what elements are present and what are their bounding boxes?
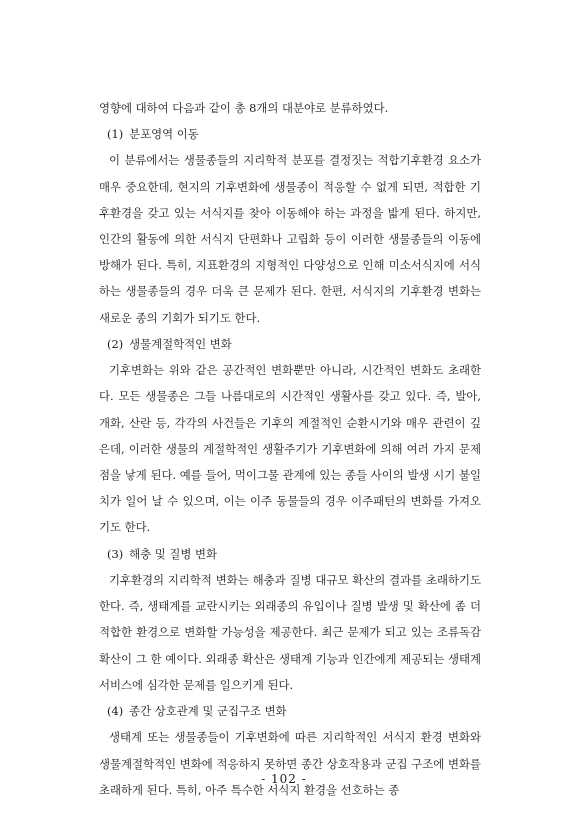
section-title: 해충 및 질병 변화 bbox=[129, 546, 218, 561]
intro-paragraph: 영향에 대하여 다음과 같이 총 8개의 대분야로 분류하였다. bbox=[99, 101, 389, 115]
section-paragraph-2: 기후변화는 위와 같은 공간적인 변화뿐만 아니라, 시간적인 변화도 초래한다. 모든 생물종은 그들 나름대로의 시간적인 생활사를 갖고 있다. 즉, 발아, 개화, 산란 등, 각각의 사건들은 기후의 계절적인 순환시기와 매우 관련이 깊은데, 이러한 생물의 계절학적인 생활주기가 기후변화에 의해 여러 가지 문제점을 낳게 된다. 예를 들어, 먹이그물 관계에 있는 종들 사이의 발생 시기 불일치가 일어 날 수 있으며, 이는 이주 동물들의 경우 이주패턴의 변화를 가져오기도 한다. bbox=[99, 363, 481, 535]
section-title: 생물계절학적인 변화 bbox=[129, 336, 232, 351]
section-title: 분포영역 이동 bbox=[129, 127, 199, 141]
section-heading-4 bbox=[99, 698, 481, 724]
section-heading-1 bbox=[99, 121, 481, 147]
section-number: (2) bbox=[107, 336, 124, 351]
section-heading-3 bbox=[99, 541, 481, 567]
section-title: 종간 상호관계 및 군집구조 변화 bbox=[129, 704, 287, 719]
section-number: (1) bbox=[107, 127, 124, 141]
section-number: (3) bbox=[107, 546, 124, 561]
page-number: - 102 - bbox=[261, 772, 307, 786]
section-paragraph-3: 기후환경의 지리학적 변화는 해충과 질병 대규모 확산의 결과를 초래하기도 한다. 즉, 생태계를 교란시키는 외래종의 유입이나 질병 발생 및 확산에 좀 더 적합한 환경으로 변화할 가능성을 제공한다. 최근 문제가 되고 있는 조류독감 확산이 그 한 예이다. 외래종 확산은 생태계 기능과 인간에게 제공되는 생태계 서비스에 심각한 문제를 일으키게 된다. bbox=[99, 573, 481, 692]
section-paragraph-4: 생태계 또는 생물종들이 기후변화에 따른 지리학적인 서식지 환경 변화와 생물계절학적인 변화에 적응하지 못하면 종간 상호작용과 군집 구조에 변화를 초래하게 된다. 특히, 아주 특수한 서식지 환경을 선호하는 종 bbox=[99, 730, 481, 797]
section-number: (4) bbox=[107, 704, 124, 719]
section-heading-2 bbox=[99, 331, 481, 357]
section-paragraph-1: 이 분류에서는 생물종들의 지리학적 분포를 결정짓는 적합기후환경 요소가 매우 중요한데, 현지의 기후변화에 생물종이 적응할 수 없게 되면, 적합한 기후환경을 갖고 있는 서식지를 찾아 이동해야 하는 과정을 밟게 된다. 하지만, 인간의 활동에 의한 서식지 단편화나 고립화 등이 이러한 생물종들의 이동에 방해가 된다. 특히, 지표환경의 지형적인 다양성으로 인해 미소서식지에 서식하는 생물종들의 경우 더욱 큰 문제가 된다. 한편, 서식지의 기후환경 변화는 새로운 종의 기회가 되기도 한다. bbox=[99, 153, 481, 325]
page-content bbox=[99, 95, 481, 803]
